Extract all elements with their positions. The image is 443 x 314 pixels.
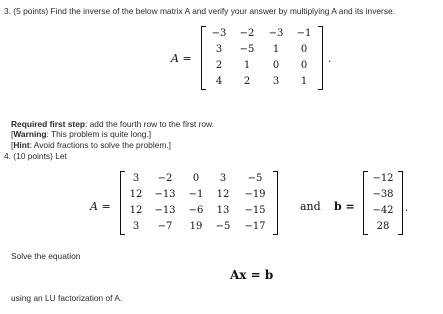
q3-matrix [201, 26, 323, 90]
q4-matrix-cell: 13 [216, 205, 230, 216]
q4-prompt: 4. (10 points) Let [4, 151, 67, 161]
q4-matrix-cell: −13 [154, 189, 176, 200]
q3-matrix-cell: 4 [215, 76, 223, 87]
q4-matrix-cell: 3 [219, 173, 227, 184]
q4-b-vector-cell: −12 [372, 173, 394, 184]
q3-matrix-label: A = [171, 52, 192, 65]
q4-matrix-cell: 19 [189, 221, 203, 232]
q3-matrix-cell: 0 [272, 60, 280, 71]
q4-matrix-cell: −6 [188, 205, 204, 216]
q4-b-vector-cell: −38 [372, 189, 394, 200]
q3-matrix-cell: 2 [243, 76, 251, 87]
q4-matrix-cell: 3 [132, 173, 140, 184]
q3-matrix-cell: −3 [211, 28, 227, 39]
q3-matrix-cell: 0 [300, 44, 308, 55]
q4-b-right-bracket [398, 171, 403, 235]
q3-matrix-cell: 0 [300, 60, 308, 71]
q4-matrix-cell: −19 [244, 189, 266, 200]
q4-b-vector [363, 171, 403, 235]
q4-matrix-cell: 12 [216, 189, 230, 200]
q3-required-step: Required first step: add the fourth row to the first row. [11, 119, 214, 129]
q4-solve-text: Solve the equation [11, 251, 81, 261]
q4-matrix-cell: −2 [157, 173, 173, 184]
q3-right-bracket [318, 26, 323, 90]
q3-matrix-cell: 1 [300, 76, 308, 87]
q4-matrix-cell: 12 [129, 205, 143, 216]
q4-equation: Ax = b [230, 268, 274, 282]
q4-matrix-cell: −5 [247, 173, 263, 184]
q4-matrix-cell: −13 [154, 205, 176, 216]
q3-warning: [Warning: This problem is quite long.] [11, 129, 152, 139]
q3-matrix-cell: 3 [215, 44, 223, 55]
q3-matrix-cell: 1 [272, 44, 280, 55]
q3-matrix-cell: −5 [239, 44, 255, 55]
q3-matrix-cell: −3 [268, 28, 284, 39]
q4-matrix-label: A = [90, 200, 111, 213]
q3-matrix-cell: −2 [239, 28, 255, 39]
q3-matrix-cell: 2 [215, 60, 223, 71]
q4-matrix-cell: −15 [244, 205, 266, 216]
q4-right-bracket [273, 171, 278, 235]
q3-matrix-cell: −1 [296, 28, 312, 39]
q4-using-text: using an LU factorization of A. [11, 293, 123, 303]
q4-and-text: and [300, 200, 321, 213]
q4-b-vector-cell: 28 [376, 221, 390, 232]
q4-matrix [120, 171, 278, 235]
q4-matrix-cell: −5 [215, 221, 231, 232]
q4-matrix-cell: −7 [157, 221, 173, 232]
q3-hint: [Hint: Avoid fractions to solve the problem.] [11, 140, 171, 150]
q3-matrix-cell: 1 [243, 60, 251, 71]
q4-matrix-cell: −17 [244, 221, 266, 232]
q4-b-label: b = [334, 200, 355, 213]
q4-b-vector-cell: −42 [372, 205, 394, 216]
q4-matrix-cell: −1 [188, 189, 204, 200]
q4-matrix-cell: 12 [129, 189, 143, 200]
q4-matrix-cell: 3 [132, 221, 140, 232]
q4-period: . [405, 203, 409, 214]
q3-period: . [328, 54, 332, 65]
q3-matrix-cell: 3 [272, 76, 280, 87]
q4-matrix-cell: 0 [192, 173, 200, 184]
q3-prompt: 3. (5 points) Find the inverse of the below matrix A and verify your answer by multiplying A and its inverse. [4, 6, 396, 16]
